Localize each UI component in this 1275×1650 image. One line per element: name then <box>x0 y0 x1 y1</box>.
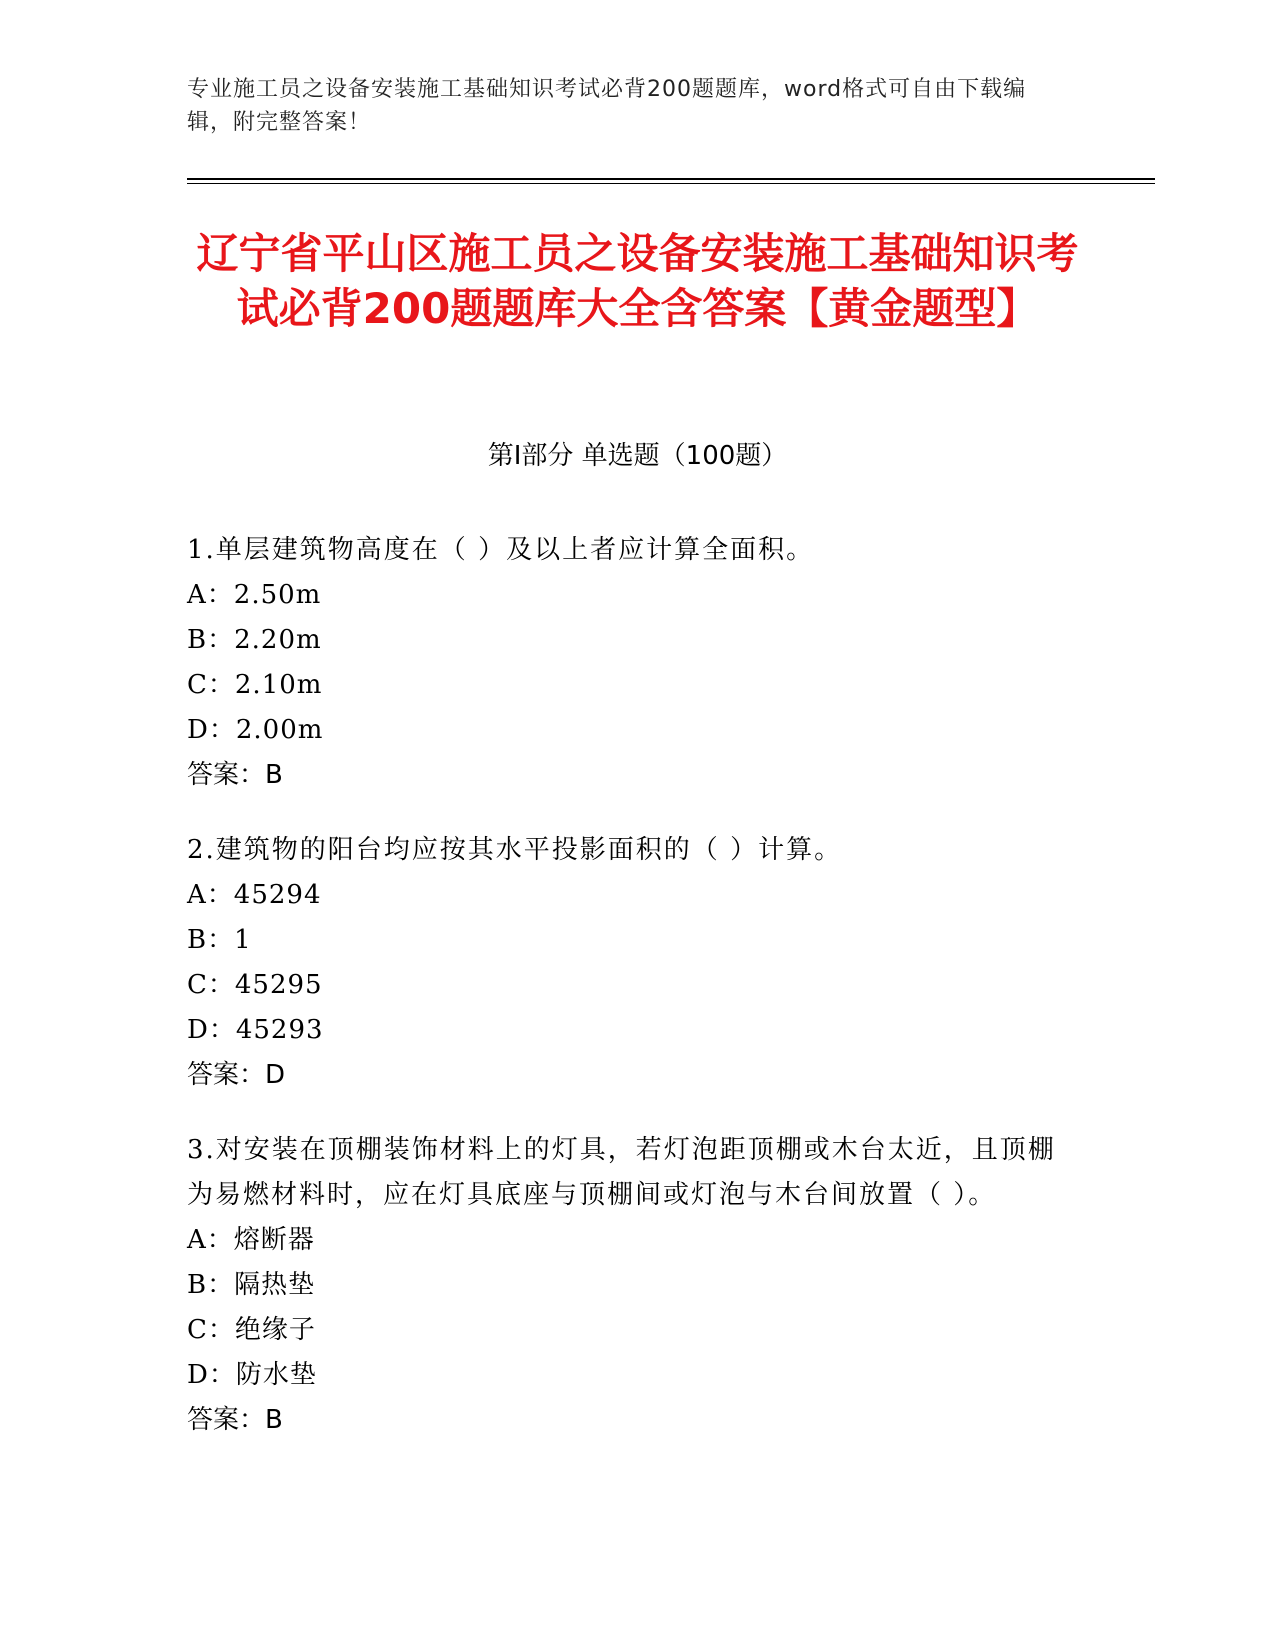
question-3 <box>187 1128 1067 1443</box>
section-heading: 第Ⅰ部分 单选题（100题） <box>487 441 788 471</box>
option-c: C：绝缘子 <box>187 1315 316 1345</box>
question-2 <box>187 828 1067 1098</box>
answer: 答案：D <box>187 1060 286 1090</box>
question-1 <box>187 528 1067 798</box>
header-divider <box>187 178 1155 180</box>
header-divider-thin <box>187 183 1155 184</box>
option-b: B：2.20m <box>187 625 322 655</box>
option-d: D：防水垫 <box>187 1360 317 1390</box>
option-a: A：熔断器 <box>187 1225 315 1255</box>
option-b: B：隔热垫 <box>187 1270 316 1300</box>
question-stem: 1.单层建筑物高度在（ ）及以上者应计算全面积。 <box>187 535 815 565</box>
question-stem: 3.对安装在顶棚装饰材料上的灯具，若灯泡距顶棚或木台太近，且顶棚为易燃材料时，应在灯具底座与顶棚间或灯泡与木台间放置（ ）。 <box>187 1135 1056 1210</box>
option-c: C：45295 <box>187 970 323 1000</box>
answer: 答案：B <box>187 760 283 790</box>
option-b: B：1 <box>187 925 252 955</box>
option-d: D：2.00m <box>187 715 324 745</box>
question-list <box>187 528 1067 1473</box>
header-text: 专业施工员之设备安装施工基础知识考试必背200题题库，word格式可自由下载编辑，附完整答案！ <box>187 77 1027 135</box>
option-c: C：2.10m <box>187 670 323 700</box>
option-d: D：45293 <box>187 1015 324 1045</box>
question-stem: 2.建筑物的阳台均应按其水平投影面积的（ ）计算。 <box>187 835 843 865</box>
document-title: 辽宁省平山区施工员之设备安装施工基础知识考试必背200题题库大全含答案【黄金题型】 <box>196 229 1079 333</box>
option-a: A：45294 <box>187 880 322 910</box>
answer: 答案：B <box>187 1405 283 1435</box>
option-a: A：2.50m <box>187 580 322 610</box>
